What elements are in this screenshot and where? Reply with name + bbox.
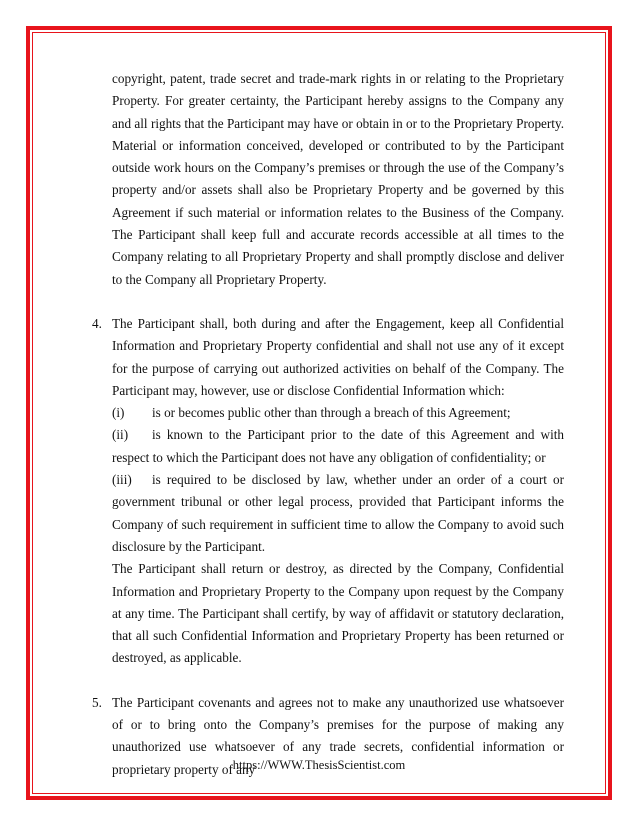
item-4-intro: The Participant shall, both during and after the Engagement, keep all Confidential Information and Proprietary Property confidential and shall not use any of it except for the purpose of carrying out authorized activities on behalf of the Company. The Participant may, however, use or disclose Confidential Information which: <box>112 315 564 398</box>
sub-item-text: is or becomes public other than through a breach of this Agreement; <box>152 405 511 421</box>
sub-item-roman: (iii) <box>112 472 132 488</box>
sub-item-roman: (i) <box>112 405 125 421</box>
footer-url: https://WWW.ThesisScientist.com <box>232 758 406 772</box>
list-item-4 <box>92 313 564 670</box>
item-4-closing: The Participant shall return or destroy, as directed by the Company, Confidential Information and Proprietary Property to the Company upon request by the Company at any time. The Participant shall certify, by way of affidavit or statutory declaration, that all such Confidential Information and Proprietary Property has been returned or destroyed, as applicable. <box>112 561 564 666</box>
document-body <box>92 68 564 781</box>
item-number: 4. <box>92 315 102 331</box>
item-5-text: The Participant covenants and agrees not to make any unauthorized use whatsoever of or to bring onto the Company’s premises for the purpose of making any unauthorized use whatsoever of any trade secrets, confidential information or proprietary property of any <box>112 694 564 777</box>
sub-item-text: is known to the Participant prior to the date of this Agreement and with respect to which the Participant does not have any obligation of confidentiality; or <box>112 427 564 465</box>
sub-item-roman: (ii) <box>112 427 129 443</box>
item-number: 5. <box>92 694 102 710</box>
sub-item-text: is required to be disclosed by law, whether under an order of a court or government tribunal or other legal process, provided that Participant informs the Company of such requirement in sufficient time to allow the Company to avoid such disclosure by the Participant. <box>112 472 564 554</box>
continuation-paragraph: copyright, patent, trade secret and trade-mark rights in or relating to the Proprietary Property. For greater certainty, the Participant hereby assigns to the Company any and all rights that the Participant may have or obtain in or to the Proprietary Property. Material or information conceived, developed or contributed to by the Participant outside work hours on the Company’s premises or through the use of the Company’s property and/or assets shall also be Proprietary Property and be governed by this Agreement if such material or information relates to the Business of the Company. The Participant shall keep full and accurate records accessible at all times to the Company relating to all Proprietary Property and shall promptly disclose and deliver to the Company all Proprietary Property. <box>112 71 564 287</box>
sub-item-i <box>112 402 564 424</box>
sub-item-iii <box>112 469 564 558</box>
sub-item-ii <box>112 424 564 469</box>
